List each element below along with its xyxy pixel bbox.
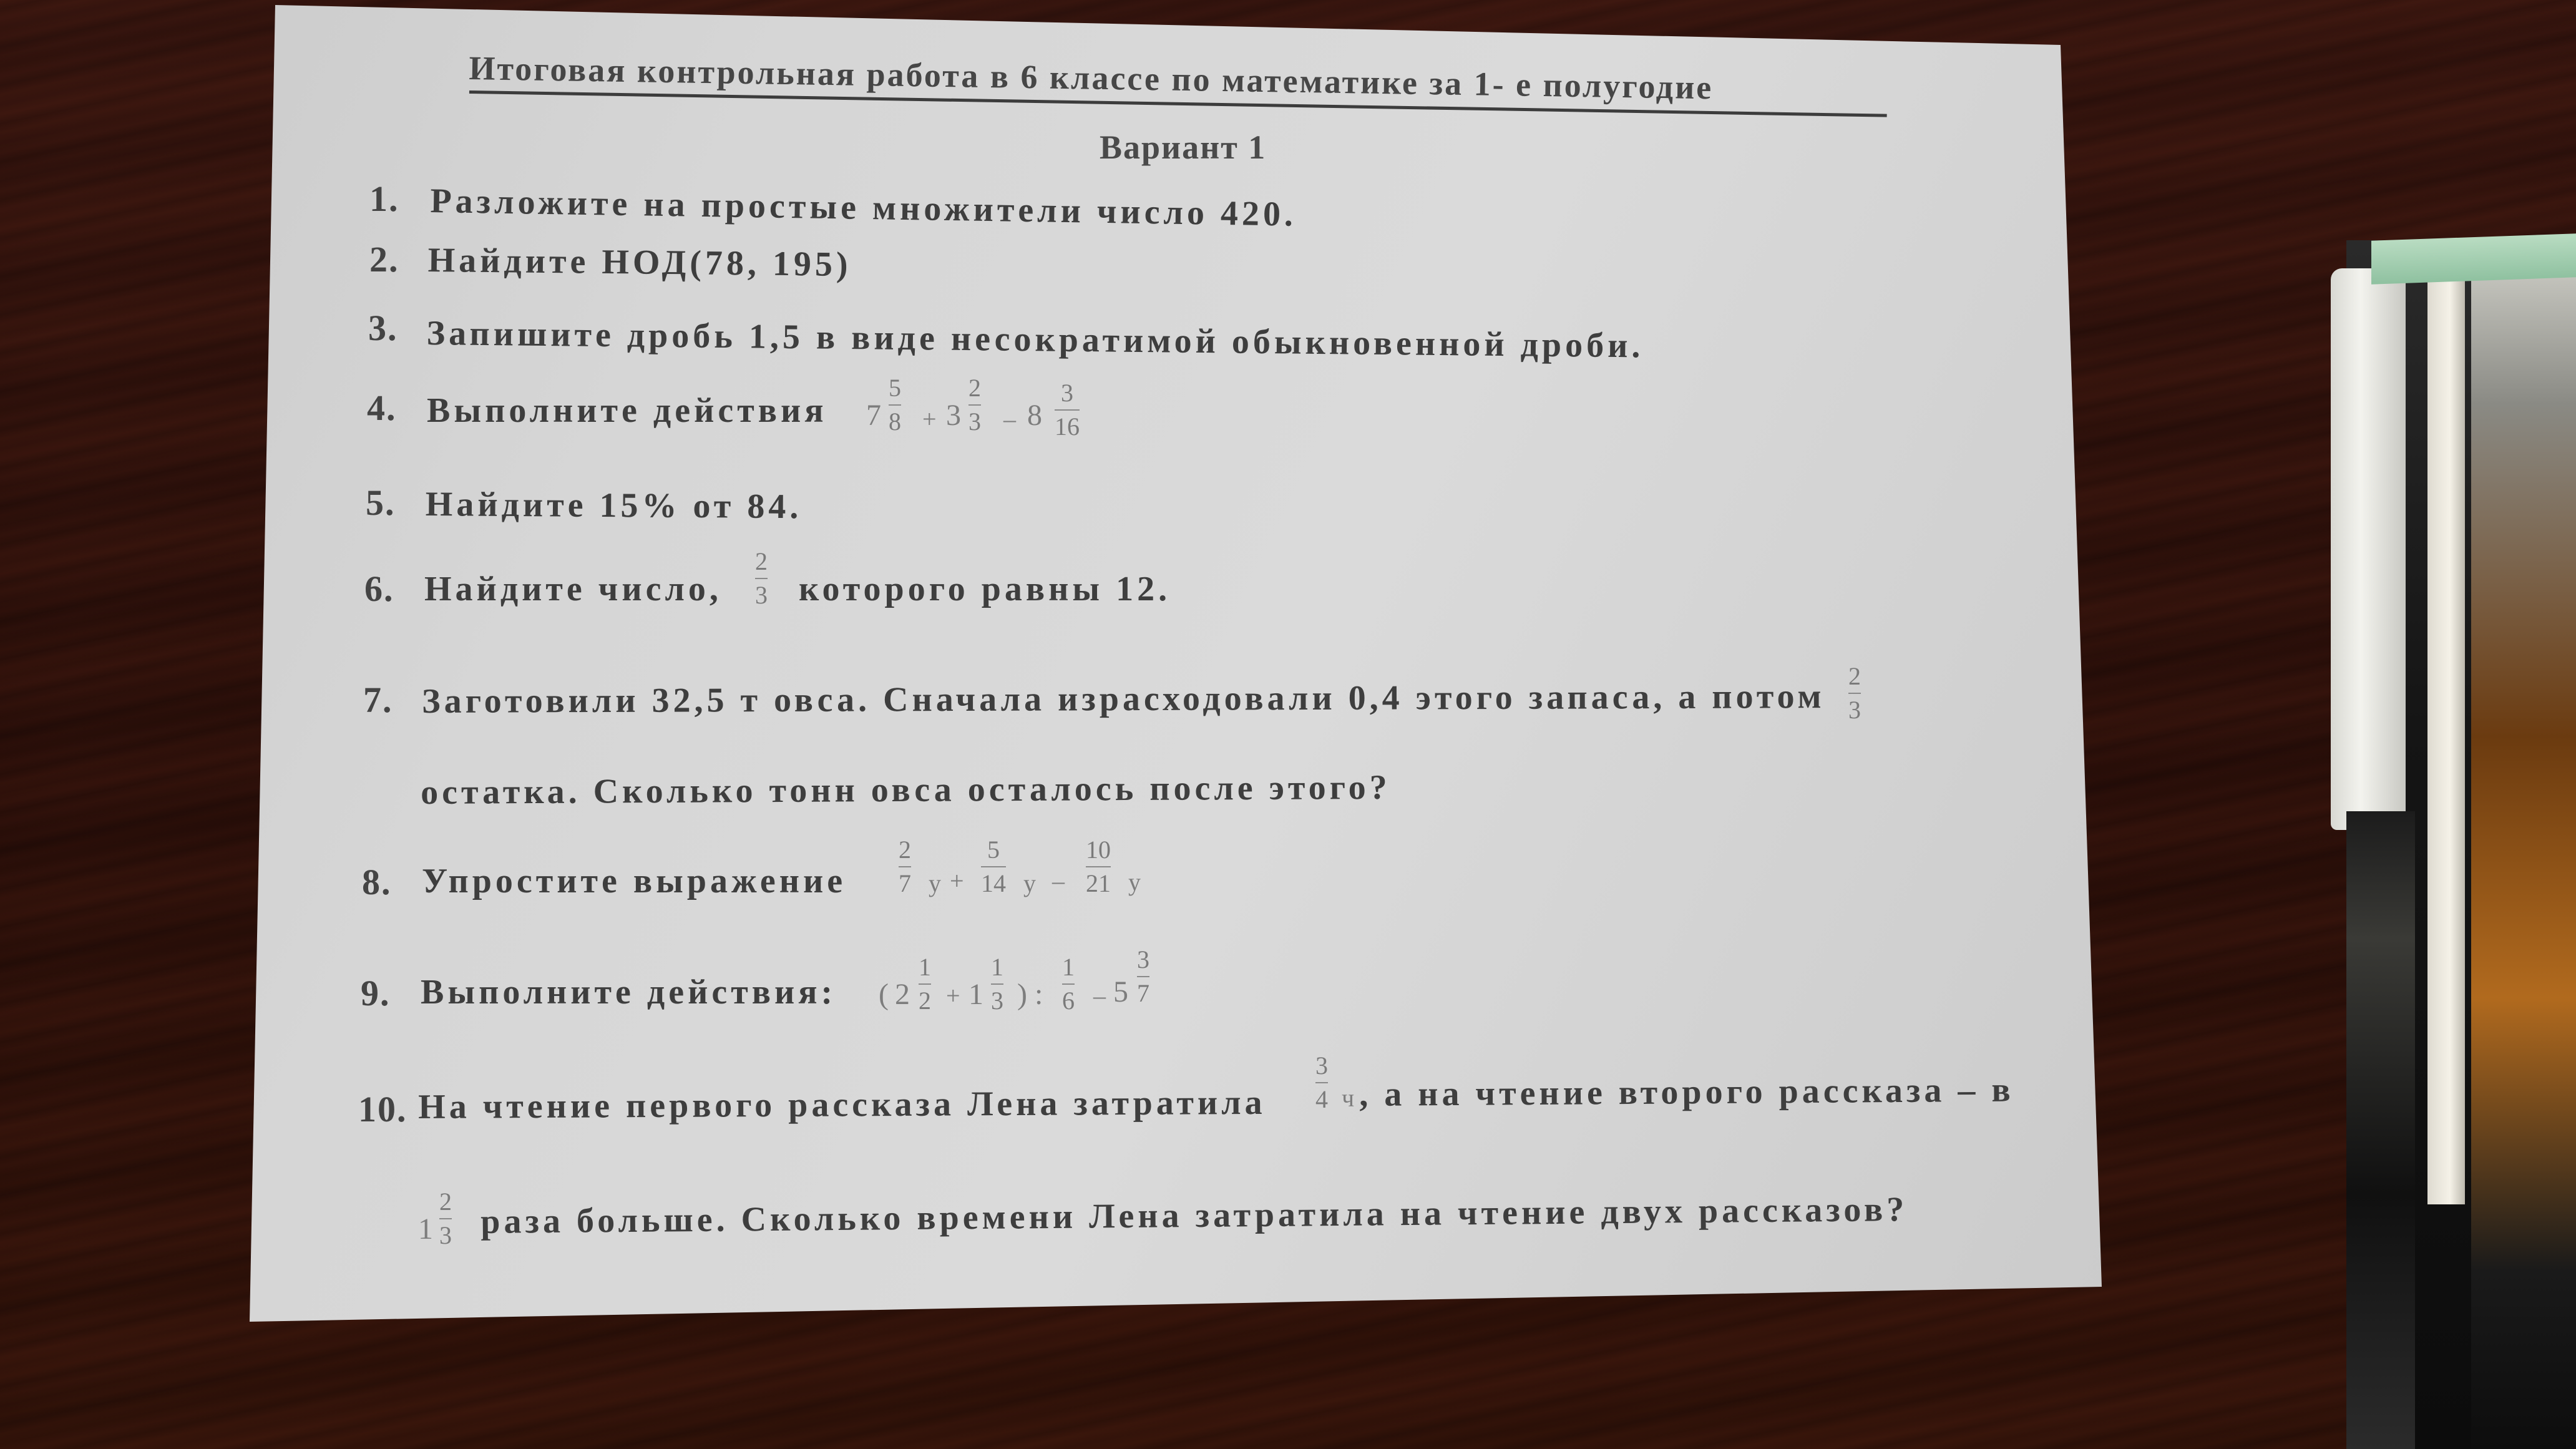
- fraction-denominator: 16: [1055, 412, 1080, 441]
- question-10-unit: ч: [1342, 1084, 1355, 1112]
- question-6-text-before: Найдите число,: [424, 570, 722, 608]
- question-10-number: 10.: [358, 1089, 407, 1129]
- question-10-text-line1-after: , а на чтение второго рассказа – в: [1359, 1070, 2014, 1114]
- fraction-denominator: 7: [1137, 979, 1149, 1007]
- fraction-denominator: 21: [1086, 869, 1111, 897]
- question-7-text-line1: Заготовили 32,5 т овса. Сначала израсходовали 0,4 этого запаса, а потом: [422, 677, 1825, 721]
- question-9-fraction-d: [1137, 947, 1149, 1006]
- fraction-numerator: 2: [968, 376, 981, 406]
- question-8-var-1: y: [929, 869, 941, 897]
- fraction-numerator: 5: [889, 376, 901, 406]
- question-4-whole-a: 7: [866, 399, 881, 432]
- question-2-number: 2.: [369, 239, 399, 280]
- question-10-text-line2: раза больше. Сколько времени Лена затратила на чтение двух рассказов?: [481, 1190, 1908, 1241]
- fraction-denominator: 3: [1848, 696, 1861, 724]
- fraction-denominator: 6: [1062, 987, 1075, 1015]
- question-4-fraction-a: [889, 376, 901, 434]
- question-10-mixed-fraction: [439, 1189, 452, 1248]
- question-8-fraction-2: [981, 837, 1006, 896]
- question-9-plus: +: [946, 982, 960, 1010]
- question-4-fraction-b: [968, 376, 981, 434]
- question-2-text: Найдите НОД(78, 195): [427, 240, 852, 285]
- fraction-numerator: 3: [1055, 381, 1080, 411]
- question-3-number: 3.: [368, 308, 398, 348]
- question-7-number: 7.: [363, 680, 393, 720]
- question-4-plus: +: [922, 405, 937, 433]
- fraction-denominator: 7: [899, 869, 911, 897]
- fraction-numerator: 1: [991, 955, 1003, 985]
- question-4-number: 4.: [367, 388, 397, 428]
- fraction-numerator: 2: [1848, 664, 1861, 694]
- question-3-text: Запишите дробь 1,5 в виде несократимой обыкновенной дроби.: [426, 313, 1644, 366]
- fraction-denominator: 3: [439, 1221, 452, 1249]
- question-1-number: 1.: [369, 178, 399, 219]
- fraction-numerator: 1: [1062, 955, 1075, 985]
- question-9-whole-b: 1: [968, 978, 983, 1011]
- fraction-denominator: 14: [981, 869, 1006, 897]
- fraction-denominator: 4: [1315, 1085, 1328, 1113]
- question-9-fraction-a: [919, 955, 931, 1013]
- fraction-numerator: 10: [1086, 837, 1111, 867]
- sheet-title: Итоговая контрольная работа в 6 классе по математике за 1- е полугодие: [469, 49, 1714, 107]
- variant-label: Вариант 1: [1100, 129, 1267, 166]
- question-6-number: 6.: [364, 568, 394, 609]
- question-9-text: Выполните действия:: [421, 973, 837, 1012]
- question-7-text-line2: остатка. Сколько тонн овса осталось после этого?: [421, 768, 1391, 812]
- question-7-fraction: [1848, 664, 1861, 723]
- question-8-fraction-1: [899, 837, 911, 896]
- question-4-text: Выполните действия: [427, 391, 827, 430]
- fraction-numerator: 5: [981, 837, 1006, 867]
- question-1-text: Разложите на простые множители число 420.: [430, 181, 1297, 234]
- fraction-denominator: 3: [991, 987, 1003, 1015]
- fraction-denominator: 3: [755, 581, 768, 609]
- question-6-fraction: [755, 549, 768, 608]
- fraction-denominator: 8: [889, 407, 901, 436]
- fraction-denominator: 3: [968, 407, 981, 436]
- question-8-plus: +: [950, 867, 964, 895]
- question-9-minus: –: [1093, 982, 1106, 1010]
- fraction-numerator: 3: [1315, 1053, 1328, 1083]
- question-9-fraction-b: [991, 955, 1003, 1013]
- fraction-denominator: 2: [919, 987, 931, 1015]
- question-5-text: Найдите 15% от 84.: [425, 485, 803, 527]
- question-8-number: 8.: [362, 862, 392, 902]
- fraction-numerator: 3: [1137, 947, 1149, 977]
- question-8-fraction-3: [1086, 837, 1111, 896]
- question-9-number: 9.: [361, 973, 391, 1013]
- fraction-numerator: 2: [439, 1189, 452, 1219]
- question-9-close-divide: ) :: [1017, 978, 1043, 1011]
- fraction-numerator: 2: [899, 837, 911, 867]
- question-10-fraction: [1315, 1053, 1328, 1112]
- question-6-text-after: которого равны 12.: [799, 570, 1171, 608]
- question-5-number: 5.: [366, 482, 396, 523]
- question-4-whole-b: 3: [946, 399, 961, 432]
- fraction-numerator: 1: [919, 955, 931, 985]
- question-8-text: Упростите выражение: [422, 862, 847, 900]
- question-8-minus: –: [1052, 867, 1065, 895]
- question-8-var-2: y: [1023, 869, 1036, 897]
- question-9-open-paren: (: [879, 978, 889, 1011]
- question-9-whole-a: 2: [895, 978, 910, 1011]
- question-4-whole-c: 8: [1027, 399, 1042, 432]
- question-10-text-line1-before: На чтение первого рассказа Лена затратила: [418, 1083, 1266, 1126]
- fraction-numerator: 2: [755, 549, 768, 579]
- question-9-fraction-c: [1062, 955, 1075, 1013]
- question-8-var-3: y: [1128, 868, 1141, 896]
- question-9-whole-d: 5: [1113, 975, 1128, 1008]
- question-4-minus: –: [1003, 405, 1016, 433]
- question-10-mixed-whole: 1: [418, 1212, 433, 1246]
- question-4-fraction-c: [1055, 381, 1080, 439]
